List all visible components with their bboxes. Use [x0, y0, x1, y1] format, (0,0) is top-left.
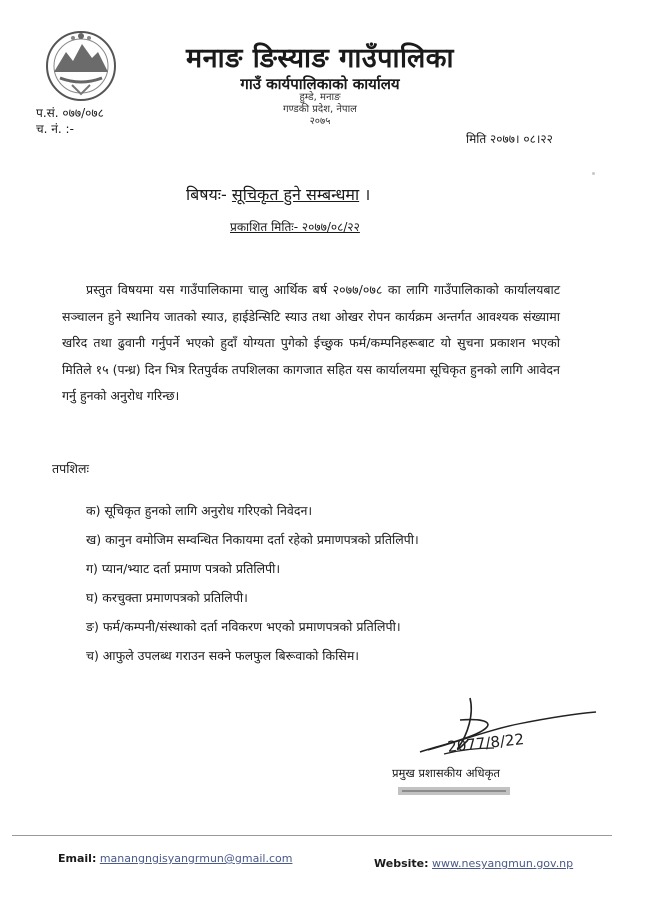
- published-date: प्रकाशित मितिः- २०७७/०८/२२: [230, 220, 360, 234]
- municipality-emblem-icon: [40, 28, 122, 106]
- address-line-1: हुम्डे, मनाङ: [299, 92, 341, 103]
- list-item: घ) करचुक्ता प्रमाणपत्रको प्रतिलिपी।: [86, 590, 248, 605]
- svg-text:2077/8/22: 2077/8/22: [446, 730, 525, 756]
- subject-line: [186, 183, 370, 205]
- email-link[interactable]: manangngisyangrmun@gmail.com: [99, 852, 293, 865]
- subject-topic: सूचिकृत हुने सम्बन्धमा: [231, 185, 360, 204]
- details-label: तपशिलः: [52, 461, 89, 476]
- signatory-stamp: [398, 782, 510, 794]
- letter-date: मिति २०७७। ०८।२२: [466, 132, 553, 146]
- notice-body-paragraph: प्रस्तुत विषयमा यस गाउँपालिकामा चालु आर्थिक बर्ष २०७७/०७८ का लागि गाउँपालिकाको कार्यालयबाट सञ्चालन हुने स्थानिय जातको स्याउ, हाईडेन्सिटि स्याउ तथा ओखर रोपन कार्यक्रम अन्तर्गत आवश्यक संख्यामा खरिद तथा ढुवानी गर्नुपर्ने भएको हुदाँ योग्यता पुगेको ईच्छुक फर्म/कम्पनिहरूबाट यो सुचना प्रकाशन भएको मितिले १५ (पन्ध्र) दिन भित्र रितपुर्वक तपशिलका कागजात सहित यस कार्यालयमा सूचिकृत हुनको लागि आवेदन गर्नु हुनको अनुरोध गरिन्छ।: [62, 282, 560, 403]
- list-item: ङ) फर्म/कम्पनी/संस्थाको दर्ता नविकरण भएको प्रमाणपत्रको प्रतिलिपी।: [86, 619, 401, 634]
- reference-number: प.सं. ०७७/०७८: [36, 106, 104, 120]
- address-line-2: गण्डकी प्रदेश, नेपाल: [283, 104, 357, 115]
- website-label: Website:: [374, 857, 429, 870]
- address-line-3: २०७५: [309, 116, 331, 127]
- website-link[interactable]: www.nesyangmun.gov.np: [432, 857, 574, 870]
- list-item: क) सूचिकृत हुनको लागि अनुरोध गरिएको निवेदन।: [86, 503, 313, 518]
- organization-name: मनाङ ङिस्याङ गाउँपालिका: [185, 43, 455, 74]
- footer-website: [374, 857, 573, 870]
- list-item: च) आफुले उपलब्ध गराउन सक्ने फलफुल बिरूवाको किसिम।: [86, 648, 360, 663]
- signatory-title: प्रमुख प्रशासकीय अधिकृत: [392, 766, 500, 780]
- handwritten-signature: [398, 690, 598, 770]
- scan-speck: [592, 172, 595, 175]
- office-name: गाउँ कार्यपालिकाको कार्यालय: [240, 75, 400, 93]
- footer-email: [58, 852, 292, 865]
- list-item: ग) प्यान/भ्याट दर्ता प्रमाण पत्रको प्रतिलिपी।: [86, 561, 281, 576]
- subject-prefix: बिषयः-: [186, 185, 227, 204]
- subject-end-mark: ।: [364, 185, 371, 204]
- required-documents-list: [86, 496, 556, 670]
- office-address: [250, 92, 390, 128]
- list-item: ख) कानुन वमोजिम सम्वन्धित निकायमा दर्ता रहेको प्रमाणपत्रको प्रतिलिपी।: [86, 532, 419, 547]
- email-label: Email:: [58, 852, 97, 865]
- footer-divider: [12, 835, 612, 836]
- dispatch-number: च. नं. :-: [36, 122, 74, 136]
